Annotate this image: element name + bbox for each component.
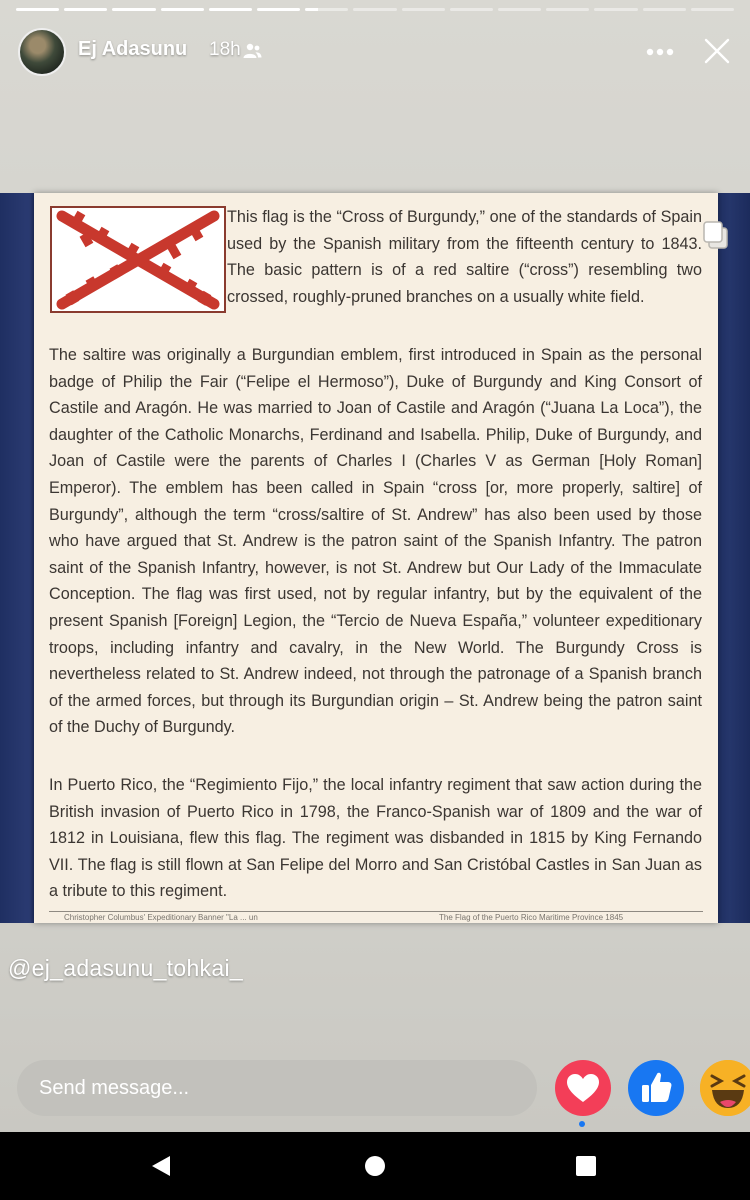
friends-icon <box>242 42 262 60</box>
paragraph-history: The saltire was originally a Burgundian emblem, first introduced in Spain as the personal badge of Philip the Fair (“Felipe el Hermoso”), Duke of Burgundy and King Consort of Castile and Aragón. He was married to Joan of Castile and Aragón (“Juana La Loca”), the daughter of the Catholic Monarchs, Ferdinand and Isabella. Philip, Duke of Burgundy, and Joan of Castile were the parents of Charles I (Charles V as German [Holy Roman] Emperor). The emblem has been called in Spain “cross [or, more properly, saltire] of Burgundy”, although the term “cross/saltire of St. Andrew” has also been used by those who have argued that St. Andrew is the patron saint of the Spanish Infantry. The patron saint of the Spanish Infantry, however, is not St. Andrew but Our Lady of the Immaculate Conception. The flag was first used, not by regular infantry, but by the equivalent of the present Spanish [Foreign] Legion, the “Tercio de Nueva España,” volunteer expeditionary troops, including infantry and cavalry, in the New World. The Burgundy Cross is nevertheless related to St. Andrew indeed, not through the patronage of a Spanish branch of the armed forces, but through its Burgundian origin – St. Andrew being the patron saint of the Duchy of Burgundy. <box>49 346 702 737</box>
story-progress-segment <box>209 8 252 11</box>
story-progress-segment <box>305 8 348 11</box>
book-page <box>34 193 718 923</box>
send-message-input[interactable] <box>17 1060 537 1116</box>
thumbs-up-icon <box>628 1060 684 1116</box>
story-progress-segment <box>257 8 300 11</box>
paragraph-flag-intro: This flag is the “Cross of Burgundy,” one of the standards of Spain used by the Spanish military from the fifteenth century to 1843. The basic pattern is of a red saltire (“cross”) resembling two crossed, roughly-pruned branches on a usually white field. <box>227 208 702 306</box>
story-header <box>16 26 734 76</box>
story-progress-segment <box>161 8 204 11</box>
story-progress-segment <box>112 8 155 11</box>
copy-icon <box>700 218 734 252</box>
haha-reaction-button[interactable] <box>700 1060 750 1116</box>
burgundy-saltire <box>52 208 224 311</box>
selected-reaction-indicator <box>579 1121 585 1127</box>
post-time: 18h <box>209 39 241 60</box>
home-icon[interactable] <box>365 1156 385 1176</box>
love-reaction-button[interactable] <box>555 1060 611 1116</box>
footer-caption-right: The Flag of the Puerto Rico Maritime Province 1845 <box>439 913 624 922</box>
paragraph-puerto-rico: In Puerto Rico, the “Regimiento Fijo,” the local infantry regiment that saw action during the British invasion of Puerto Rico in 1798, the Franco-Spanish war of 1809 and the war of 1812 in Louisiana, flew this flag. The regiment was disbanded in 1815 by King Fernando VII. The flag is still flown at San Felipe del Morro and San Cristóbal Castles in San Juan as a tribute to this regiment. <box>49 776 702 901</box>
author-watermark: @ej_adasunu_tohkai_ <box>8 955 243 981</box>
footer-caption-left: Christopher Columbus' Expeditionary Banner "La ... un <box>64 913 258 922</box>
story-progress-segment <box>594 8 637 11</box>
close-icon[interactable] <box>704 38 730 64</box>
cross-of-burgundy-flag <box>50 206 226 313</box>
recents-icon[interactable] <box>576 1156 596 1176</box>
story-progress-segment <box>16 8 59 11</box>
author-name[interactable]: Ej Adasunu <box>78 38 188 60</box>
story-progress-segment <box>691 8 734 11</box>
like-reaction-button[interactable] <box>628 1060 684 1116</box>
system-nav-bar <box>0 1132 750 1200</box>
story-progress-segment <box>498 8 541 11</box>
story-progress-segment <box>546 8 589 11</box>
page-footer-divider <box>49 911 703 912</box>
avatar[interactable] <box>18 28 66 76</box>
story-progress-segment <box>64 8 107 11</box>
story-photo <box>0 193 750 923</box>
story-progress-segment <box>353 8 396 11</box>
story-progress-segment <box>402 8 445 11</box>
story-progress-bar <box>16 8 734 13</box>
heart-icon <box>555 1060 611 1116</box>
laughing-face-icon <box>700 1060 750 1116</box>
back-icon[interactable] <box>150 1154 172 1178</box>
story-progress-segment <box>643 8 686 11</box>
story-progress-segment <box>450 8 493 11</box>
more-options-icon[interactable] <box>646 48 674 56</box>
